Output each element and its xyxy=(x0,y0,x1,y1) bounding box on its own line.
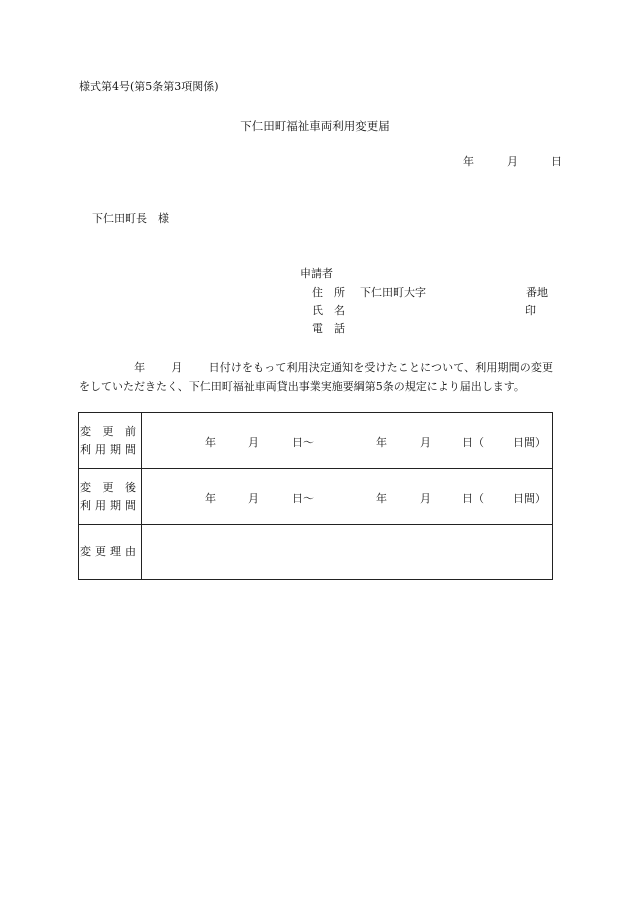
submission-date xyxy=(463,155,562,169)
body-month: 月 xyxy=(171,361,183,374)
after-period-cell[interactable]: 年 月 日～ 年 月 日（ 日間） xyxy=(142,469,553,525)
after-period-header: 変 更 後 利用期間 xyxy=(79,469,142,525)
address-value: 下仁田町大字 xyxy=(360,286,426,299)
date-day: 日 xyxy=(551,155,562,168)
table-row-before xyxy=(79,413,553,469)
applicant-address-row xyxy=(312,286,548,300)
form-number: 様式第4号(第5条第3項関係) xyxy=(79,80,219,93)
applicant-name-row xyxy=(312,304,548,318)
applicant-phone-row xyxy=(312,322,548,336)
seal-mark: 印 xyxy=(525,304,536,317)
before-period-header: 変 更 前 利用期間 xyxy=(79,413,142,469)
reason-header: 変更理由 xyxy=(79,525,142,580)
body-paragraph xyxy=(79,358,553,396)
table-row-reason xyxy=(79,525,553,580)
body-text: 日付けをもって利用決定通知を受けたことについて、利用期間の変更をしていただきたく、下仁田町福祉車両貸出事業実施要綱第5条の規定により届出します。 xyxy=(79,361,554,393)
table-row-after xyxy=(79,469,553,525)
phone-label: 電 話 xyxy=(312,322,345,335)
name-label: 氏 名 xyxy=(312,304,345,317)
date-year: 年 xyxy=(463,155,474,168)
document-title: 下仁田町福祉車両利用変更届 xyxy=(240,119,390,133)
applicant-label: 申請者 xyxy=(300,267,333,280)
body-year: 年 xyxy=(134,361,146,374)
change-form-table xyxy=(78,412,553,580)
date-month: 月 xyxy=(507,155,518,168)
reason-cell[interactable] xyxy=(142,525,553,580)
address-label: 住 所 xyxy=(312,286,345,299)
before-period-cell[interactable]: 年 月 日～ 年 月 日（ 日間） xyxy=(142,413,553,469)
addressee: 下仁田町長 様 xyxy=(92,212,169,225)
address-suffix: 番地 xyxy=(526,286,548,299)
